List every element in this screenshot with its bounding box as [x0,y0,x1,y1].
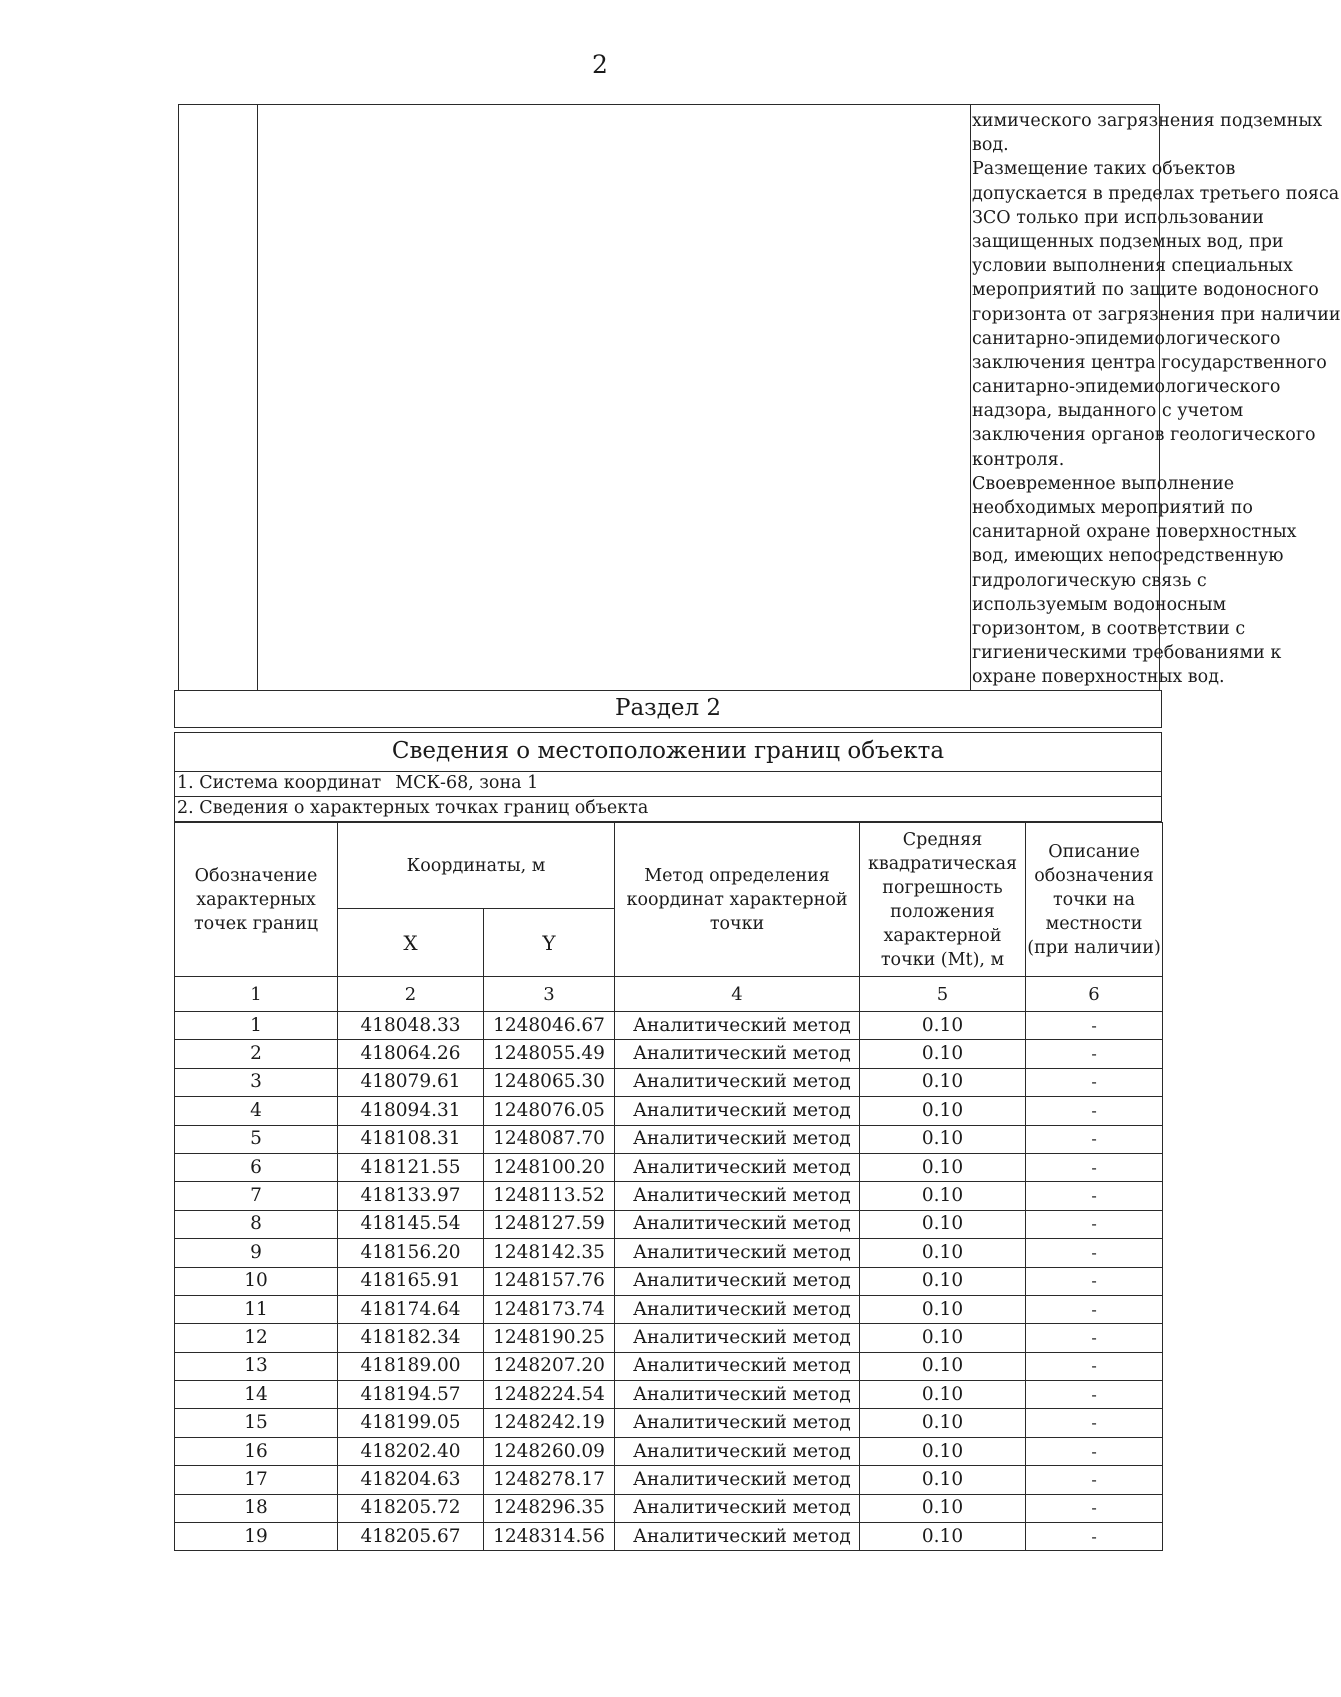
point-number-cell: 6 [175,1153,338,1181]
accuracy-cell: 0.10 [860,1153,1026,1181]
method-cell: Аналитический метод [615,1125,860,1153]
continuation-line: допускается в пределах третьего пояса [972,183,1340,204]
coord-system-row [174,772,1162,797]
method-cell: Аналитический метод [615,1494,860,1522]
method-cell: Аналитический метод [615,1239,860,1267]
method-cell: Аналитический метод [615,1466,860,1494]
table-row [175,1437,1163,1465]
coord-system-label: 1. Система координат [177,773,382,793]
table-row [175,1324,1163,1352]
x-coordinate-cell: 418205.67 [338,1523,484,1551]
method-cell: Аналитический метод [615,1153,860,1181]
coordinates-table [174,822,1163,1551]
x-coordinate-cell: 418145.54 [338,1210,484,1238]
description-cell: - [1026,1068,1163,1096]
coord-system-value: МСК-68, зона 1 [395,773,539,793]
method-cell: Аналитический метод [615,1295,860,1323]
description-cell: - [1026,1494,1163,1522]
accuracy-cell: 0.10 [860,1295,1026,1323]
continuation-line: вод, имеющих непосредственную [972,546,1284,567]
point-number-cell: 4 [175,1097,338,1125]
continuation-line: вод. [972,135,1009,156]
accuracy-cell: 0.10 [860,1239,1026,1267]
description-cell: - [1026,1437,1163,1465]
x-coordinate-cell: 418165.91 [338,1267,484,1295]
x-coordinate-cell: 418064.26 [338,1040,484,1068]
description-cell: - [1026,1012,1163,1040]
table-row [175,1239,1163,1267]
table-row [175,1352,1163,1380]
page-number: 2 [592,50,608,79]
accuracy-cell: 0.10 [860,1466,1026,1494]
accuracy-cell: 0.10 [860,1409,1026,1437]
description-cell: - [1026,1153,1163,1181]
x-coordinate-cell: 418094.31 [338,1097,484,1125]
x-coordinate-cell: 418204.63 [338,1466,484,1494]
y-coordinate-cell: 1248127.59 [484,1210,615,1238]
description-cell: - [1026,1295,1163,1323]
description-cell: - [1026,1210,1163,1238]
header-method: Метод определения координат характерной точки [615,823,860,977]
point-number-cell: 13 [175,1352,338,1380]
accuracy-cell: 0.10 [860,1210,1026,1238]
x-coordinate-cell: 418079.61 [338,1068,484,1096]
y-coordinate-cell: 1248207.20 [484,1352,615,1380]
table-row [175,1153,1163,1181]
column-numbering-row [175,977,1163,1012]
continuation-line: условии выполнения специальных [972,256,1293,277]
description-cell: - [1026,1182,1163,1210]
description-cell: - [1026,1097,1163,1125]
accuracy-cell: 0.10 [860,1012,1026,1040]
header-coordinates: Координаты, м [338,823,615,909]
accuracy-cell: 0.10 [860,1437,1026,1465]
column-number: 5 [860,977,1026,1012]
continuation-line: санитарно-эпидемиологического [972,377,1281,398]
table-row [175,1381,1163,1409]
method-cell: Аналитический метод [615,1352,860,1380]
accuracy-cell: 0.10 [860,1068,1026,1096]
point-number-cell: 7 [175,1182,338,1210]
header-x: X [338,909,484,977]
table-row [175,1210,1163,1238]
accuracy-cell: 0.10 [860,1040,1026,1068]
point-number-cell: 19 [175,1523,338,1551]
y-coordinate-cell: 1248087.70 [484,1125,615,1153]
x-coordinate-cell: 418048.33 [338,1012,484,1040]
accuracy-cell: 0.10 [860,1182,1026,1210]
table-row [175,1125,1163,1153]
y-coordinate-cell: 1248278.17 [484,1466,615,1494]
accuracy-cell: 0.10 [860,1523,1026,1551]
method-cell: Аналитический метод [615,1097,860,1125]
y-coordinate-cell: 1248046.67 [484,1012,615,1040]
header-description: Описание обозначения точки на местности (при наличии) [1026,823,1163,977]
description-cell: - [1026,1324,1163,1352]
description-cell: - [1026,1239,1163,1267]
continuation-line: контроля. [972,449,1065,470]
method-cell: Аналитический метод [615,1409,860,1437]
accuracy-cell: 0.10 [860,1324,1026,1352]
y-coordinate-cell: 1248065.30 [484,1068,615,1096]
table-row [175,1182,1163,1210]
continuation-line: ЗСО только при использовании [972,207,1264,228]
accuracy-cell: 0.10 [860,1267,1026,1295]
description-cell: - [1026,1381,1163,1409]
point-number-cell: 15 [175,1409,338,1437]
continuation-text [971,109,1341,690]
continuation-line: мероприятий по защите водоносного [972,280,1319,301]
y-coordinate-cell: 1248100.20 [484,1153,615,1181]
method-cell: Аналитический метод [615,1182,860,1210]
x-coordinate-cell: 418205.72 [338,1494,484,1522]
continuation-line: охране поверхностных вод. [972,667,1225,688]
continuation-line: заключения центра государственного [972,352,1327,373]
points-label-row: 2. Сведения о характерных точках границ объекта [174,797,1162,822]
method-cell: Аналитический метод [615,1267,860,1295]
method-cell: Аналитический метод [615,1040,860,1068]
description-cell: - [1026,1040,1163,1068]
y-coordinate-cell: 1248076.05 [484,1097,615,1125]
y-coordinate-cell: 1248224.54 [484,1381,615,1409]
continuation-col-name [258,105,971,690]
description-cell: - [1026,1523,1163,1551]
continuation-line: санитарной охране поверхностных [972,522,1297,543]
table-row [175,1012,1163,1040]
y-coordinate-cell: 1248296.35 [484,1494,615,1522]
y-coordinate-cell: 1248173.74 [484,1295,615,1323]
description-cell: - [1026,1409,1163,1437]
x-coordinate-cell: 418174.64 [338,1295,484,1323]
description-cell: - [1026,1125,1163,1153]
point-number-cell: 14 [175,1381,338,1409]
description-cell: - [1026,1466,1163,1494]
continuation-line: Размещение таких объектов [972,159,1236,180]
table-row [175,1267,1163,1295]
continuation-line: защищенных подземных вод, при [972,231,1284,252]
continuation-line: санитарно-эпидемиологического [972,328,1281,349]
accuracy-cell: 0.10 [860,1494,1026,1522]
continuation-line: необходимых мероприятий по [972,498,1253,518]
method-cell: Аналитический метод [615,1523,860,1551]
continuation-line: гидрологическую связь с [972,570,1207,591]
method-cell: Аналитический метод [615,1437,860,1465]
x-coordinate-cell: 418189.00 [338,1352,484,1380]
method-cell: Аналитический метод [615,1324,860,1352]
point-number-cell: 12 [175,1324,338,1352]
point-number-cell: 10 [175,1267,338,1295]
continuation-line: Своевременное выполнение [972,473,1235,494]
point-number-cell: 5 [175,1125,338,1153]
x-coordinate-cell: 418133.97 [338,1182,484,1210]
accuracy-cell: 0.10 [860,1097,1026,1125]
header-y: Y [484,909,615,977]
y-coordinate-cell: 1248190.25 [484,1324,615,1352]
point-number-cell: 9 [175,1239,338,1267]
table-row [175,1097,1163,1125]
continuation-line: надзора, выданного с учетом [972,401,1244,422]
x-coordinate-cell: 418156.20 [338,1239,484,1267]
table-row [175,1409,1163,1437]
accuracy-cell: 0.10 [860,1125,1026,1153]
y-coordinate-cell: 1248260.09 [484,1437,615,1465]
point-number-cell: 2 [175,1040,338,1068]
column-number: 2 [338,977,484,1012]
table-row [175,1295,1163,1323]
continuation-table [178,104,1341,690]
x-coordinate-cell: 418199.05 [338,1409,484,1437]
method-cell: Аналитический метод [615,1068,860,1096]
point-number-cell: 17 [175,1466,338,1494]
table-row [175,1068,1163,1096]
header-accuracy: Средняя квадратическая погрешность положения характерной точки (Mt), м [860,823,1026,977]
table-row [175,1040,1163,1068]
table-body [175,1012,1163,1551]
y-coordinate-cell: 1248142.35 [484,1239,615,1267]
continuation-line: гигиеническими требованиями к [972,643,1282,664]
header-point-designation: Обозначение характерных точек границ [175,823,338,977]
column-number: 1 [175,977,338,1012]
column-number: 3 [484,977,615,1012]
y-coordinate-cell: 1248314.56 [484,1523,615,1551]
description-cell: - [1026,1267,1163,1295]
y-coordinate-cell: 1248113.52 [484,1182,615,1210]
point-number-cell: 11 [175,1295,338,1323]
continuation-line: используемым водоносным [972,594,1227,615]
accuracy-cell: 0.10 [860,1352,1026,1380]
x-coordinate-cell: 418182.34 [338,1324,484,1352]
table-row [175,1466,1163,1494]
continuation-line: заключения органов геологического [972,425,1316,446]
y-coordinate-cell: 1248055.49 [484,1040,615,1068]
point-number-cell: 8 [175,1210,338,1238]
continuation-col-number [179,105,258,690]
x-coordinate-cell: 418108.31 [338,1125,484,1153]
section-title: Раздел 2 [174,690,1162,728]
method-cell: Аналитический метод [615,1381,860,1409]
point-number-cell: 18 [175,1494,338,1522]
x-coordinate-cell: 418194.57 [338,1381,484,1409]
table-row [175,1494,1163,1522]
x-coordinate-cell: 418202.40 [338,1437,484,1465]
table-row [175,1523,1163,1551]
section-subtitle: Сведения о местоположении границ объекта [174,732,1162,772]
y-coordinate-cell: 1248157.76 [484,1267,615,1295]
column-number: 4 [615,977,860,1012]
method-cell: Аналитический метод [615,1012,860,1040]
point-number-cell: 16 [175,1437,338,1465]
point-number-cell: 3 [175,1068,338,1096]
description-cell: - [1026,1352,1163,1380]
column-number: 6 [1026,977,1163,1012]
continuation-line: химического загрязнения подземных [972,111,1323,131]
accuracy-cell: 0.10 [860,1381,1026,1409]
method-cell: Аналитический метод [615,1210,860,1238]
y-coordinate-cell: 1248242.19 [484,1409,615,1437]
point-number-cell: 1 [175,1012,338,1040]
continuation-line: горизонта от загрязнения при наличии [972,304,1341,325]
x-coordinate-cell: 418121.55 [338,1153,484,1181]
continuation-line: горизонтом, в соответствии с [972,618,1246,639]
